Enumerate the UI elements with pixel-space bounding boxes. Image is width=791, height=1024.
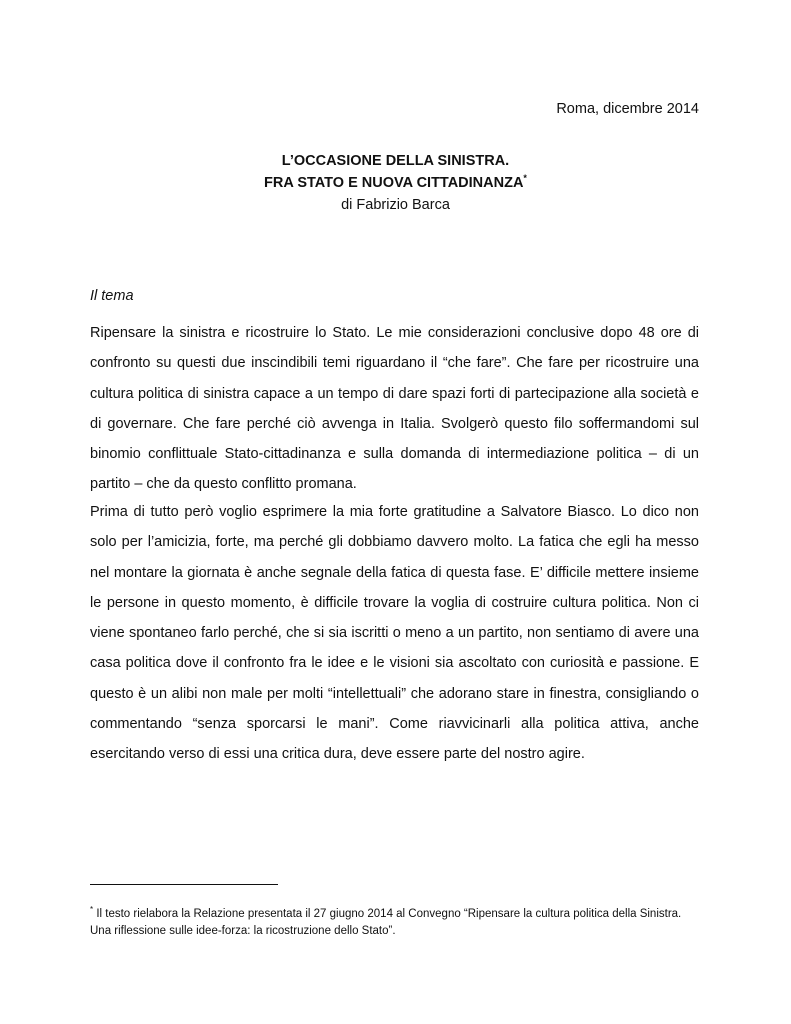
section-heading: Il tema	[90, 288, 134, 304]
author-line: di Fabrizio Barca	[341, 197, 450, 213]
footnote-divider	[90, 884, 278, 885]
paragraph-1: Ripensare la sinistra e ricostruire lo Stato. Le mie considerazioni conclusive dopo 48 ore di confronto su questi due inscindibili temi riguardano il “che fare”. Che fare per ricostruire una cultura politica di sinistra capace a un tempo di dare spazi forti di partecipazione alla società e di governare. Che fare perché ciò avvenga in Italia. Svolgerò questo filo soffermandomi sul binomio conflittuale Stato-cittadinanza e sulla domanda di intermediazione politica – di un partito – che da questo conflitto promana.	[90, 325, 699, 493]
title-line-2-text: FRA STATO E NUOVA CITTADINANZA	[264, 175, 524, 191]
footnote-mark: *	[90, 905, 94, 915]
footnote	[90, 906, 702, 940]
paragraph-2: Prima di tutto però voglio esprimere la mia forte gratitudine a Salvatore Biasco. Lo dico non solo per l’amicizia, forte, ma perché gli dobbiamo davvero molto. La fatica che egli ha messo nel montare la giornata è anche segnale della fatica di questa fase. E’ difficile mettere insieme le persone in questo momento, è difficile trovare la voglia di costruire cultura politica. Non ci viene spontaneo farlo perché, che si sia iscritti o meno a un partito, non sentiamo di avere una casa politica dove il confronto fra le idee e le visioni sia ascoltato con curiosità e passione. E questo è un alibi non male per molti “intellettuali” che adorano stare in finestra, consigliando o commentando “senza sporcarsi le mani”. Come riavvicinarli alla politica attiva, anche esercitando verso di essi una critica dura, deve essere parte del nostro agire.	[90, 504, 699, 763]
title-block	[0, 150, 791, 216]
footnote-text: Il testo rielabora la Relazione presentata il 27 giugno 2014 al Convegno “Ripensare la cultura politica della Sinistra. Una riflessione sulle idee-forza: la ricostruzione dello Stato”.	[90, 908, 682, 937]
document-date: Roma, dicembre 2014	[556, 101, 699, 117]
title-line-2	[0, 172, 791, 194]
title-line-1: L’OCCASIONE DELLA SINISTRA.	[281, 153, 510, 169]
title-footnote-mark: *	[523, 173, 527, 184]
